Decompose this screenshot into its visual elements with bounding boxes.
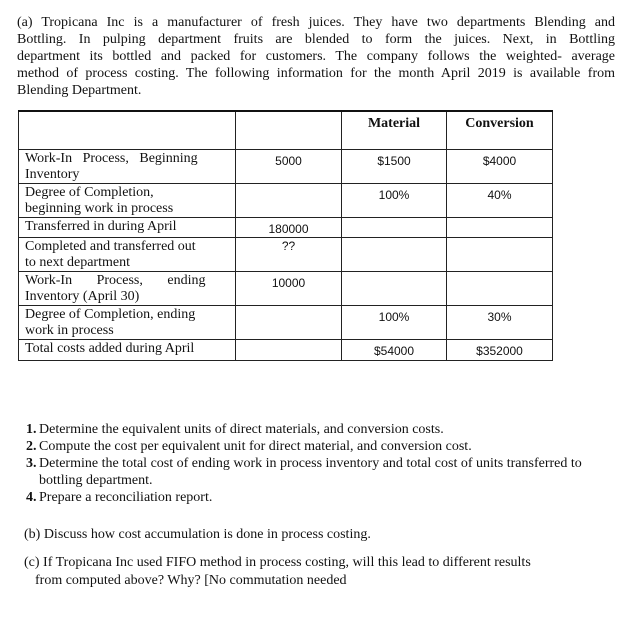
- row-conversion: $4000: [447, 149, 553, 183]
- row-units: ??: [236, 237, 342, 271]
- row-conversion: $352000: [447, 339, 553, 360]
- question-number: 1.: [26, 422, 37, 437]
- row-conversion: [447, 237, 553, 271]
- row-label: Work-In Process, Beginning Inventory: [19, 149, 236, 183]
- row-material: 100%: [342, 183, 447, 217]
- part-b-question: (b) Discuss how cost accumulation is done in process costing.: [24, 527, 371, 542]
- list-item: [26, 421, 586, 438]
- table-row: [19, 305, 553, 339]
- list-item: [26, 438, 586, 455]
- table-row: [19, 149, 553, 183]
- row-label: Degree of Completion, beginning work in process: [19, 183, 236, 217]
- table-row: [19, 339, 553, 360]
- row-material: [342, 217, 447, 237]
- intro-line-5: Blending Department.: [17, 83, 142, 98]
- question-text: Prepare a reconciliation report.: [39, 490, 213, 505]
- row-units: [236, 183, 342, 217]
- question-number: 4.: [26, 490, 37, 505]
- row-label: Work-In Process, ending Inventory (April 30): [19, 271, 236, 305]
- row-label: Total costs added during April: [19, 339, 236, 360]
- question-list: [26, 421, 586, 506]
- row-conversion: 30%: [447, 305, 553, 339]
- header-material: Material: [342, 111, 447, 149]
- table-row: [19, 217, 553, 237]
- row-material: [342, 271, 447, 305]
- row-label: Degree of Completion, ending work in process: [19, 305, 236, 339]
- list-item: [26, 455, 586, 489]
- part-c-line-1: (c) If Tropicana Inc used FIFO method in process costing, will this lead to different results: [24, 555, 531, 570]
- table-cell-empty: [19, 111, 236, 149]
- table-row: [19, 237, 553, 271]
- table-row: [19, 271, 553, 305]
- row-label: Transferred in during April: [19, 217, 236, 237]
- table-cell-empty: [236, 111, 342, 149]
- row-material: $1500: [342, 149, 447, 183]
- question-number: 2.: [26, 439, 37, 454]
- row-units: [236, 305, 342, 339]
- row-conversion: [447, 217, 553, 237]
- table-row: [19, 183, 553, 217]
- question-text: Compute the cost per equivalent unit for direct material, and conversion cost.: [39, 439, 472, 454]
- row-conversion: [447, 271, 553, 305]
- intro-line-3: department its bottled and packed for customers. The company follows the weighted- average: [17, 49, 615, 64]
- row-material: [342, 237, 447, 271]
- intro-line-2: Bottling. In pulping department fruits are blended to form the juices. Next, in Bottling: [17, 32, 615, 47]
- row-material: $54000: [342, 339, 447, 360]
- list-item: [26, 489, 586, 506]
- row-label: Completed and transferred out to next department: [19, 237, 236, 271]
- intro-line-4: method of process costing. The following information for the month April 2019 is available from: [17, 66, 615, 81]
- row-units: 5000: [236, 149, 342, 183]
- blending-data-table: [18, 110, 553, 361]
- part-c-question: [24, 554, 599, 590]
- intro-line-1: (a) Tropicana Inc is a manufacturer of fresh juices. They have two departments Blending and: [17, 15, 615, 30]
- row-material: 100%: [342, 305, 447, 339]
- row-units: [236, 339, 342, 360]
- question-number: 3.: [26, 456, 37, 471]
- row-units: 10000: [236, 271, 342, 305]
- question-text: Determine the equivalent units of direct materials, and conversion costs.: [39, 422, 444, 437]
- row-conversion: 40%: [447, 183, 553, 217]
- row-units: 180000: [236, 217, 342, 237]
- header-conversion: Conversion: [447, 111, 553, 149]
- problem-intro: [17, 14, 615, 99]
- part-c-line-2: from computed above? Why? [No commutation needed: [35, 573, 347, 588]
- question-text: Determine the total cost of ending work in process inventory and total cost of units transferred to bottling department.: [39, 456, 582, 488]
- table-header-row: [19, 111, 553, 149]
